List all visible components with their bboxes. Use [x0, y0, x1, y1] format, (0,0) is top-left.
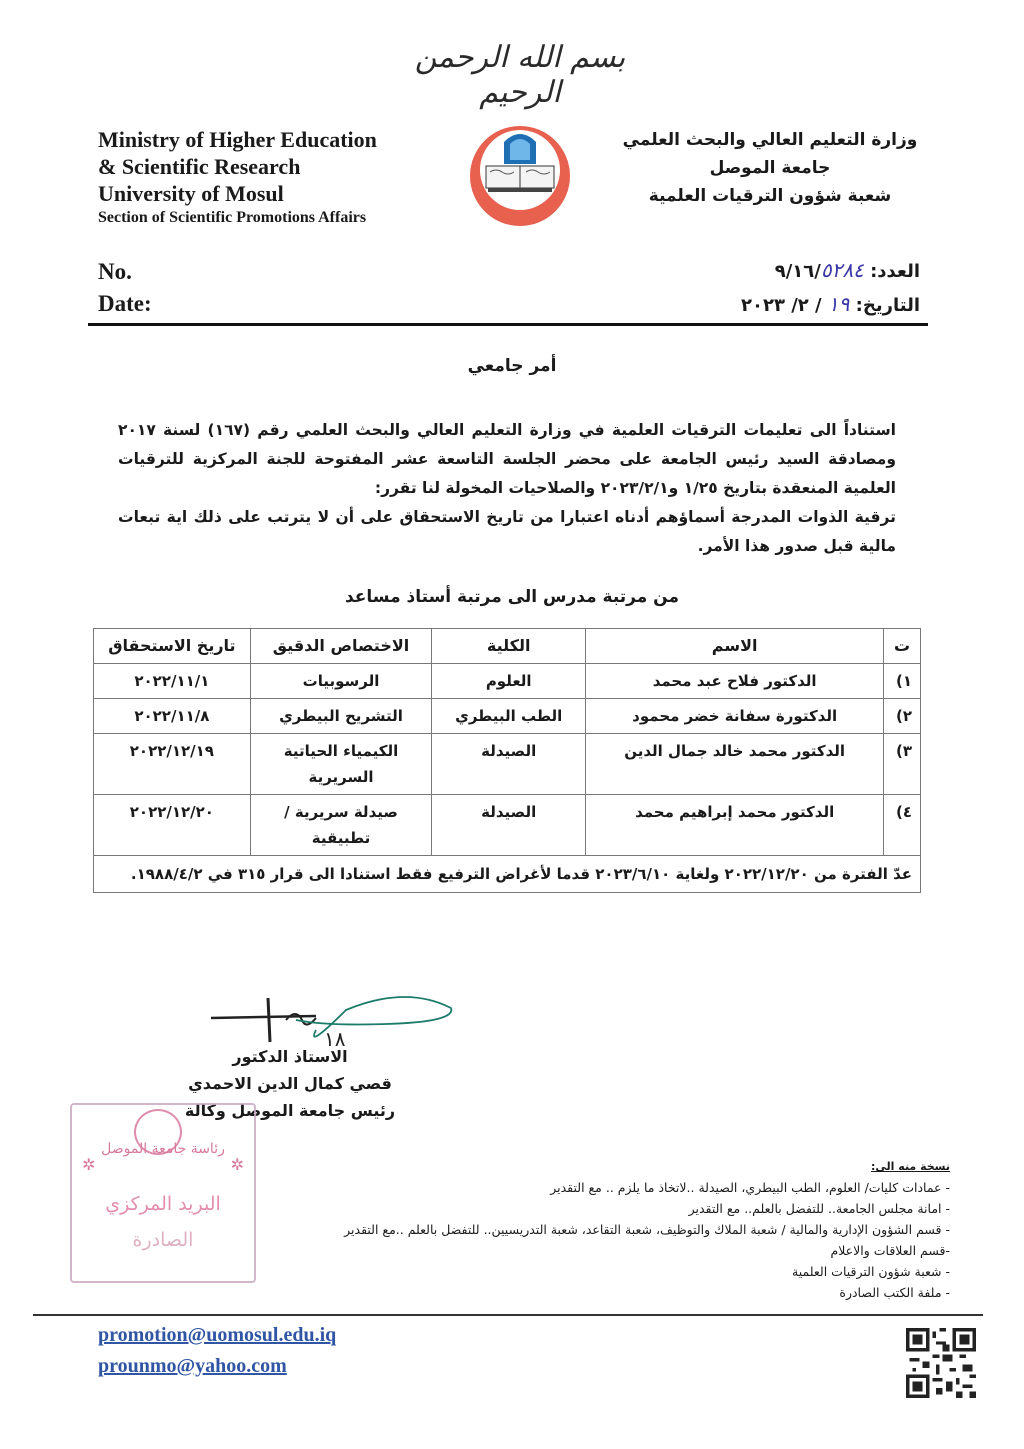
header-divider — [88, 323, 928, 326]
stamp-star-icon: ✲ — [230, 1157, 244, 1174]
ministry-name-en: Ministry of Higher Education — [98, 127, 377, 152]
ministry-name-ar: وزارة التعليم العالي والبحث العلمي — [622, 130, 918, 150]
stamp-line-2: البريد المركزي — [105, 1193, 221, 1215]
date-label-en: Date: — [98, 291, 152, 316]
table-row — [94, 699, 921, 734]
section-name-en: Section of Scientific Promotions Affairs — [98, 209, 367, 226]
body-paragraph-1: استناداً الى تعليمات الترقيات العلمية في وزارة التعليم العالي والبحث العلمي رقم (١٦٧) لسنة ٢٠١٧ ومصادقة السيد رئيس الجامعة على محضر الجلسة التاسعة عشر المفتوحة للجنة المركزية للترقيات العلمية المنعقدة بتاريخ ١/٢٥ و٢٠٢٣/٢/١ والصلاحيات المخولة لنا تقرر: — [118, 421, 896, 497]
cell-name: الدكتور محمد إبراهيم محمد — [586, 795, 884, 856]
signatory-position: رئيس جامعة الموصل وكالة — [184, 1101, 396, 1120]
order-title: أمر جامعي — [467, 356, 557, 376]
cell-college: العلوم — [432, 664, 586, 699]
signature-day: ١٨ — [324, 1027, 346, 1050]
cell-specialization: صيدلة سريرية /تطبيقية — [250, 795, 432, 856]
section-name-ar: شعبة شؤون الترقيات العلمية — [648, 186, 892, 206]
cell-specialization: الرسوبيات — [250, 664, 432, 699]
footer-emails — [98, 1320, 336, 1382]
email-link-yahoo[interactable]: prounmo@yahoo.com — [98, 1355, 287, 1377]
table-note: عدّ الفترة من ٢٠٢٢/١٢/٢٠ ولغاية ٢٠٢٣/٦/١٠ قدما لأغراض الترفيع فقط استنادا الى قرار ٣١٥ في ١٩٨٨/٤/٢. — [94, 856, 921, 893]
cell-num: ١) — [884, 664, 921, 699]
no-handwritten: ٥٢٨٤ — [820, 258, 864, 282]
signatory-name: قصي كمال الدين الاحمدي — [188, 1074, 392, 1093]
signatory-title: الاستاذ الدكتور — [232, 1047, 348, 1066]
cell-due-date: ٢٠٢٢/١٢/٢٠ — [94, 795, 251, 856]
cell-due-date: ٢٠٢٢/١١/١ — [94, 664, 251, 699]
arabic-reference — [741, 254, 920, 322]
promotions-table — [93, 628, 921, 893]
cc-title: نسخة منه الى: — [871, 1160, 950, 1173]
date-line-ar — [741, 288, 920, 322]
university-name-ar: جامعة الموصل — [709, 158, 831, 178]
cc-list — [210, 1177, 950, 1303]
email-link-promotion[interactable]: promotion@uomosul.edu.iq — [98, 1324, 337, 1346]
table-row — [94, 734, 921, 795]
cc-item: - شعبة شؤون الترقيات العلمية — [792, 1264, 950, 1279]
cell-college: الطب البيطري — [432, 699, 586, 734]
body-paragraph-2: ترقية الذوات المدرجة أسماؤهم أدناه اعتبارا من تاريخ الاستحقاق على أن لا يترتب على ذلك اية تبعات مالية قبل صدور هذا الأمر. — [118, 508, 896, 555]
cell-college: الصيدلة — [432, 795, 586, 856]
copies-to — [210, 1156, 950, 1303]
english-letterhead — [98, 126, 377, 229]
table-title: من مرتبة مدرس الى مرتبة أستاذ مساعد — [344, 587, 680, 607]
cell-due-date: ٢٠٢٢/١١/٨ — [94, 699, 251, 734]
table-row — [94, 795, 921, 856]
header-due-date: تاريخ الاستحقاق — [94, 629, 251, 664]
cc-item: -قسم العلاقات والاعلام — [830, 1243, 950, 1258]
cell-college: الصيدلة — [432, 734, 586, 795]
number-line-ar — [741, 254, 920, 288]
cell-due-date: ٢٠٢٢/١٢/١٩ — [94, 734, 251, 795]
cell-name: الدكتور محمد خالد جمال الدين — [586, 734, 884, 795]
header-college: الكلية — [432, 629, 586, 664]
table-row — [94, 664, 921, 699]
cc-item: - عمادات كليات/ العلوم، الطب البيطري، الصيدلة ..لاتخاذ ما يلزم .. مع التقدير — [550, 1180, 950, 1195]
cc-item: - ملفة الكتب الصادرة — [839, 1285, 950, 1300]
university-logo-icon — [466, 124, 574, 228]
cell-name: الدكتورة سفانة خضر محمود — [586, 699, 884, 734]
table-header-row — [94, 629, 921, 664]
cell-num: ٤) — [884, 795, 921, 856]
basmala-calligraphy: بسم الله الرحمن الرحيم — [414, 40, 626, 110]
no-printed-ar: ٩/١٦/ — [774, 261, 821, 282]
footer-divider — [33, 1314, 983, 1316]
no-label-ar: العدد: — [870, 261, 920, 282]
date-handwritten-day: ١٩ — [827, 292, 850, 316]
cc-item: - قسم الشؤون الإدارية والمالية / شعبة الملاك والتوظيف، شعبة التقاعد، شعبة التدريسيين.. للتفضل بالعلم ..مع التقدير — [344, 1222, 950, 1237]
qr-code-icon — [906, 1328, 976, 1398]
english-reference — [98, 256, 152, 320]
no-label-en: No. — [98, 259, 132, 284]
stamp-line-3: الصادرة — [132, 1229, 194, 1251]
header-name: الاسم — [586, 629, 884, 664]
date-printed-ar: / ٢/ ٢٠٢٣ — [740, 295, 822, 316]
cc-item: - امانة مجلس الجامعة.. للتفضل بالعلم.. مع التقدير — [688, 1201, 950, 1216]
header-specialization: الاختصاص الدقيق — [250, 629, 432, 664]
cell-specialization: التشريح البيطري — [250, 699, 432, 734]
cell-num: ٢) — [884, 699, 921, 734]
signature-icon — [206, 990, 466, 1050]
cell-num: ٣) — [884, 734, 921, 795]
stamp-star-icon: ✲ — [82, 1157, 96, 1174]
cell-specialization: الكيمياء الحياتية السريرية — [250, 734, 432, 795]
ministry-name-en-2: & Scientific Research — [98, 154, 301, 179]
table-note-row — [94, 856, 921, 893]
header-num: ت — [884, 629, 921, 664]
university-name-en: University of Mosul — [98, 181, 284, 206]
stamp-arc-text: رئاسة جامعة الموصل — [101, 1141, 225, 1157]
cell-name: الدكتور فلاح عبد محمد — [586, 664, 884, 699]
arabic-letterhead — [620, 126, 920, 210]
date-label-ar: التاريخ: — [855, 295, 920, 316]
order-body — [118, 416, 896, 561]
